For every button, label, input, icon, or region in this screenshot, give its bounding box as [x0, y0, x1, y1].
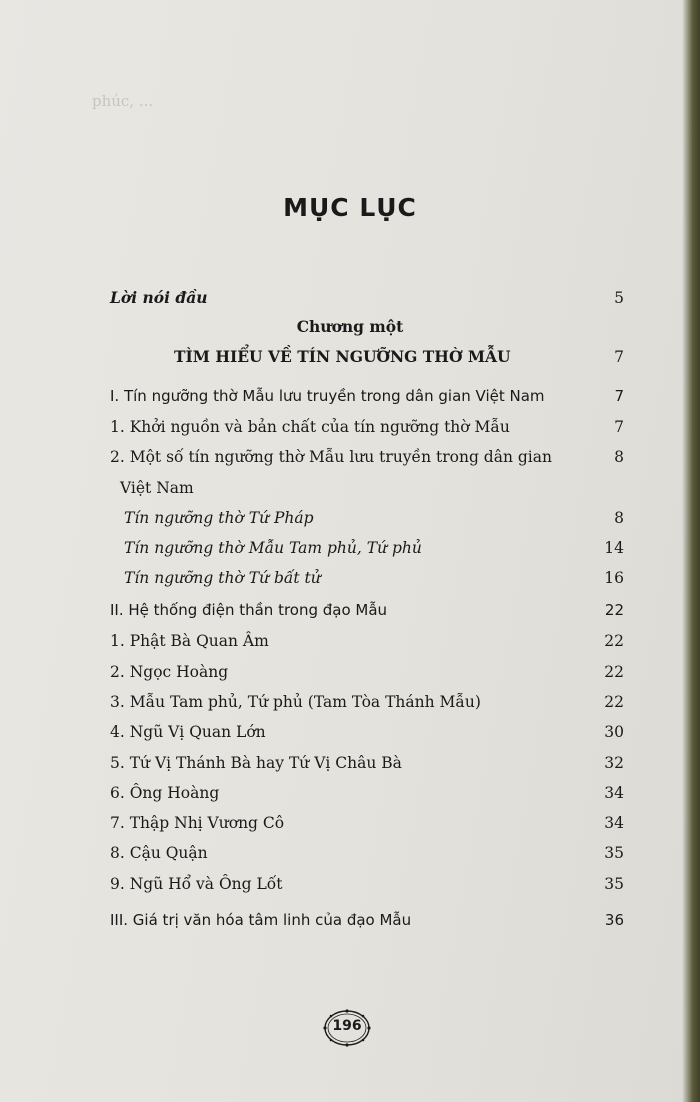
toc-entry — [110, 779, 624, 807]
toc-entry-page: 34 — [604, 814, 624, 832]
bleed-through-text: phúc, ... — [92, 92, 154, 110]
toc-entry — [110, 443, 624, 471]
chapter-title: TÌM HIỂU VỀ TÍN NGƯỠNG THỜ MẪU — [174, 347, 511, 366]
toc-subentry — [110, 564, 624, 592]
toc-entry-page: 32 — [604, 754, 624, 772]
page-title: MỤC LỤC — [283, 193, 417, 222]
page-number: 196 — [332, 1018, 362, 1034]
toc-entry-label: 8. Cậu Quận — [110, 844, 208, 862]
toc-entry-page: 22 — [604, 632, 624, 650]
toc-entry-page: 16 — [604, 569, 624, 587]
toc-entry-page: 36 — [604, 911, 624, 929]
toc-entry-page: 35 — [604, 844, 624, 862]
chapter-page: 7 — [614, 348, 624, 366]
toc-entry-label: Tín ngưỡng thờ Tứ bất tử — [124, 569, 321, 587]
toc-entry-continuation — [110, 474, 624, 502]
toc-entry-page: 7 — [614, 418, 624, 436]
toc-entry-label: Tín ngưỡng thờ Tứ Pháp — [124, 509, 314, 527]
toc-entry-page: 22 — [604, 663, 624, 681]
toc-entry — [110, 718, 624, 746]
toc-entry-label: 4. Ngũ Vị Quan Lớn — [110, 723, 266, 741]
toc-entry-label: 2. Một số tín ngưỡng thờ Mẫu lưu truyền trong dân gian — [110, 448, 552, 466]
toc-entry-page: 8 — [614, 448, 624, 466]
toc-entry-label: Tín ngưỡng thờ Mẫu Tam phủ, Tứ phủ — [124, 539, 422, 557]
toc-entry-label: 6. Ông Hoàng — [110, 784, 220, 802]
toc-entry — [110, 870, 624, 898]
chapter-title-row — [110, 343, 624, 371]
toc-entry-page: 14 — [604, 539, 624, 557]
toc-entry — [110, 809, 624, 837]
toc-entry — [110, 839, 624, 867]
toc-entry-page: 7 — [614, 387, 624, 405]
toc-entry-label: 1. Phật Bà Quan Âm — [110, 632, 269, 650]
toc-entry-page: 22 — [604, 601, 624, 619]
toc-entry — [110, 413, 624, 441]
toc-entry-page: 30 — [604, 723, 624, 741]
toc-entry-label: Lời nói đầu — [110, 288, 208, 307]
toc-entry-page: 35 — [604, 875, 624, 893]
chapter-label: Chương một — [296, 317, 404, 336]
toc-entry-page: 8 — [614, 509, 624, 527]
toc-section — [110, 382, 624, 410]
toc-entry — [110, 658, 624, 686]
toc-entry-label: 3. Mẫu Tam phủ, Tứ phủ (Tam Tòa Thánh Mẫu) — [110, 693, 481, 711]
book-edge-shadow — [682, 0, 700, 1102]
toc-entry-page: 22 — [604, 693, 624, 711]
page-number-ornament — [322, 1008, 372, 1048]
toc-entry-page: 5 — [614, 289, 624, 307]
toc-entry-label: 5. Tứ Vị Thánh Bà hay Tứ Vị Châu Bà — [110, 754, 402, 772]
toc-entry-label: 7. Thập Nhị Vương Cô — [110, 814, 285, 832]
toc-entry-label: II. Hệ thống điện thần trong đạo Mẫu — [110, 601, 388, 619]
toc-entry-label: 9. Ngũ Hổ và Ông Lốt — [110, 875, 283, 893]
toc-entry-page: 34 — [604, 784, 624, 802]
toc-entry-label: 1. Khởi nguồn và bản chất của tín ngưỡng thờ Mẫu — [110, 418, 510, 436]
toc-subentry — [110, 504, 624, 532]
toc-section — [110, 596, 624, 624]
toc-entry-label: III. Giá trị văn hóa tâm linh của đạo Mẫu — [110, 911, 412, 929]
toc-entry-label: I. Tín ngưỡng thờ Mẫu lưu truyền trong dân gian Việt Nam — [110, 387, 545, 405]
toc-entry-label: 2. Ngọc Hoàng — [110, 663, 229, 681]
toc-subentry — [110, 534, 624, 562]
toc-section — [110, 906, 624, 934]
toc-entry-intro — [110, 284, 624, 312]
toc-entry — [110, 627, 624, 655]
toc-entry-label: Việt Nam — [120, 479, 194, 497]
toc-entry — [110, 688, 624, 716]
toc-entry — [110, 749, 624, 777]
